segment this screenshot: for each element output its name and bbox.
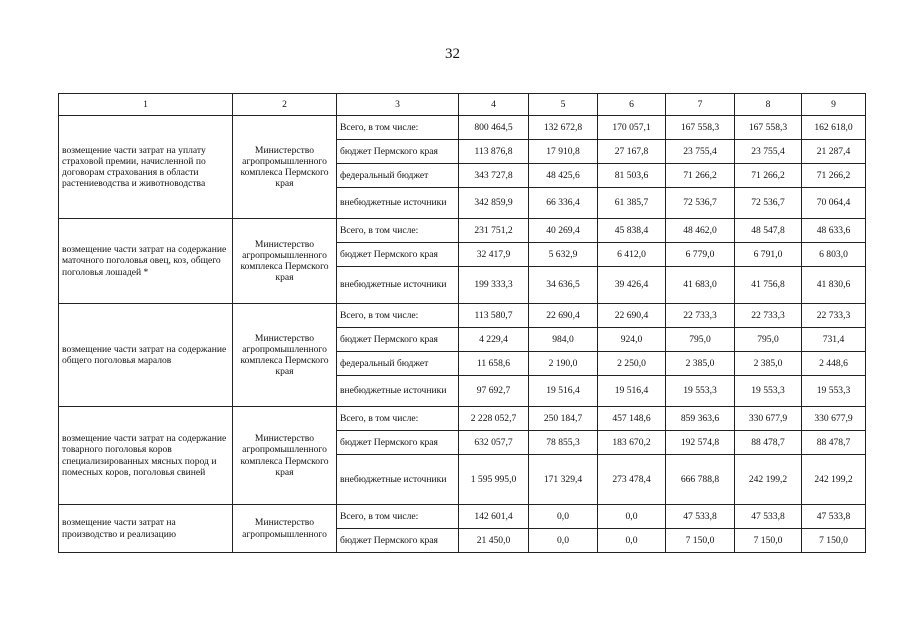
value-cell: 250 184,7: [529, 407, 598, 431]
purpose-cell: возмещение части затрат на содержание товарного поголовья коров специализированных мясных пород и помесных коров, поголовья свиней: [59, 407, 233, 505]
value-cell: 330 677,9: [735, 407, 802, 431]
funding-source: Всего, в том числе:: [337, 505, 459, 529]
column-header: 6: [598, 94, 666, 116]
budget-table: [58, 93, 866, 553]
value-cell: 0,0: [529, 529, 598, 553]
purpose-cell: возмещение части затрат на уплату страховой премии, начисленной по договорам страхования в области растениеводства и животноводства: [59, 116, 233, 219]
purpose-cell: возмещение части затрат на содержание маточного поголовья овец, коз, общего поголовья лошадей *: [59, 219, 233, 304]
column-header: 7: [666, 94, 735, 116]
executor-cell: Министерство агропромышленного комплекса Пермского края: [233, 407, 337, 505]
value-cell: 343 727,8: [459, 164, 529, 188]
value-cell: 88 478,7: [802, 431, 866, 455]
value-cell: 2 190,0: [529, 352, 598, 376]
value-cell: 632 057,7: [459, 431, 529, 455]
table-row: [59, 505, 866, 529]
value-cell: 23 755,4: [666, 140, 735, 164]
value-cell: 273 478,4: [598, 455, 666, 505]
value-cell: 22 690,4: [529, 304, 598, 328]
value-cell: 40 269,4: [529, 219, 598, 243]
value-cell: 71 266,2: [666, 164, 735, 188]
value-cell: 2 228 052,7: [459, 407, 529, 431]
funding-source: федеральный бюджет: [337, 164, 459, 188]
purpose-cell: возмещение части затрат на содержание общего поголовья маралов: [59, 304, 233, 407]
column-header: 2: [233, 94, 337, 116]
value-cell: 800 464,5: [459, 116, 529, 140]
value-cell: 171 329,4: [529, 455, 598, 505]
value-cell: 21 450,0: [459, 529, 529, 553]
column-header: 1: [59, 94, 233, 116]
column-header: 5: [529, 94, 598, 116]
value-cell: 795,0: [666, 328, 735, 352]
value-cell: 48 633,6: [802, 219, 866, 243]
value-cell: 81 503,6: [598, 164, 666, 188]
value-cell: 1 595 995,0: [459, 455, 529, 505]
value-cell: 6 779,0: [666, 243, 735, 267]
value-cell: 795,0: [735, 328, 802, 352]
executor-cell: Министерство агропромышленного комплекса Пермского края: [233, 219, 337, 304]
value-cell: 924,0: [598, 328, 666, 352]
value-cell: 19 553,3: [666, 376, 735, 407]
value-cell: 19 516,4: [529, 376, 598, 407]
value-cell: 72 536,7: [735, 188, 802, 219]
table-row: [59, 304, 866, 328]
value-cell: 7 150,0: [802, 529, 866, 553]
value-cell: 45 838,4: [598, 219, 666, 243]
value-cell: 48 547,8: [735, 219, 802, 243]
value-cell: 4 229,4: [459, 328, 529, 352]
value-cell: 113 876,8: [459, 140, 529, 164]
value-cell: 666 788,8: [666, 455, 735, 505]
value-cell: 330 677,9: [802, 407, 866, 431]
funding-source: Всего, в том числе:: [337, 219, 459, 243]
value-cell: 19 553,3: [802, 376, 866, 407]
value-cell: 70 064,4: [802, 188, 866, 219]
value-cell: 984,0: [529, 328, 598, 352]
funding-source: бюджет Пермского края: [337, 529, 459, 553]
funding-source: Всего, в том числе:: [337, 116, 459, 140]
executor-cell: Министерство агропромышленного комплекса Пермского края: [233, 304, 337, 407]
funding-source: внебюджетные источники: [337, 376, 459, 407]
table-row: [59, 116, 866, 140]
value-cell: 170 057,1: [598, 116, 666, 140]
executor-cell: Министерство агропромышленного комплекса Пермского края: [233, 116, 337, 219]
value-cell: 5 632,9: [529, 243, 598, 267]
value-cell: 17 910,8: [529, 140, 598, 164]
page-number: 32: [445, 46, 460, 62]
value-cell: 71 266,2: [802, 164, 866, 188]
funding-source: бюджет Пермского края: [337, 243, 459, 267]
value-cell: 22 733,3: [735, 304, 802, 328]
value-cell: 34 636,5: [529, 267, 598, 304]
value-cell: 192 574,8: [666, 431, 735, 455]
value-cell: 6 803,0: [802, 243, 866, 267]
funding-source: Всего, в том числе:: [337, 304, 459, 328]
value-cell: 142 601,4: [459, 505, 529, 529]
value-cell: 242 199,2: [735, 455, 802, 505]
value-cell: 2 385,0: [666, 352, 735, 376]
value-cell: 132 672,8: [529, 116, 598, 140]
value-cell: 47 533,8: [666, 505, 735, 529]
funding-source: внебюджетные источники: [337, 267, 459, 304]
value-cell: 0,0: [598, 529, 666, 553]
table-row: [59, 219, 866, 243]
value-cell: 97 692,7: [459, 376, 529, 407]
value-cell: 231 751,2: [459, 219, 529, 243]
value-cell: 342 859,9: [459, 188, 529, 219]
value-cell: 457 148,6: [598, 407, 666, 431]
value-cell: 47 533,8: [735, 505, 802, 529]
value-cell: 7 150,0: [666, 529, 735, 553]
column-header: 4: [459, 94, 529, 116]
value-cell: 22 690,4: [598, 304, 666, 328]
value-cell: 6 412,0: [598, 243, 666, 267]
value-cell: 162 618,0: [802, 116, 866, 140]
value-cell: 48 425,6: [529, 164, 598, 188]
value-cell: 2 385,0: [735, 352, 802, 376]
value-cell: 242 199,2: [802, 455, 866, 505]
value-cell: 22 733,3: [666, 304, 735, 328]
executor-cell: Министерство агропромышленного: [233, 505, 337, 553]
value-cell: 71 266,2: [735, 164, 802, 188]
value-cell: 2 448,6: [802, 352, 866, 376]
value-cell: 199 333,3: [459, 267, 529, 304]
value-cell: 66 336,4: [529, 188, 598, 219]
funding-source: бюджет Пермского края: [337, 328, 459, 352]
column-header: 3: [337, 94, 459, 116]
funding-source: федеральный бюджет: [337, 352, 459, 376]
table-row: [59, 407, 866, 431]
value-cell: 78 855,3: [529, 431, 598, 455]
column-header: 8: [735, 94, 802, 116]
value-cell: 2 250,0: [598, 352, 666, 376]
value-cell: 61 385,7: [598, 188, 666, 219]
funding-source: внебюджетные источники: [337, 188, 459, 219]
value-cell: 41 756,8: [735, 267, 802, 304]
value-cell: 0,0: [598, 505, 666, 529]
value-cell: 27 167,8: [598, 140, 666, 164]
value-cell: 41 830,6: [802, 267, 866, 304]
value-cell: 19 516,4: [598, 376, 666, 407]
value-cell: 731,4: [802, 328, 866, 352]
value-cell: 39 426,4: [598, 267, 666, 304]
value-cell: 7 150,0: [735, 529, 802, 553]
value-cell: 859 363,6: [666, 407, 735, 431]
purpose-cell: возмещение части затрат на производство и реализацию: [59, 505, 233, 553]
value-cell: 167 558,3: [666, 116, 735, 140]
funding-source: бюджет Пермского края: [337, 140, 459, 164]
value-cell: 72 536,7: [666, 188, 735, 219]
value-cell: 19 553,3: [735, 376, 802, 407]
value-cell: 48 462,0: [666, 219, 735, 243]
value-cell: 0,0: [529, 505, 598, 529]
value-cell: 22 733,3: [802, 304, 866, 328]
value-cell: 23 755,4: [735, 140, 802, 164]
value-cell: 11 658,6: [459, 352, 529, 376]
value-cell: 32 417,9: [459, 243, 529, 267]
value-cell: 21 287,4: [802, 140, 866, 164]
column-header: 9: [802, 94, 866, 116]
value-cell: 47 533,8: [802, 505, 866, 529]
value-cell: 113 580,7: [459, 304, 529, 328]
funding-source: внебюджетные источники: [337, 455, 459, 505]
value-cell: 41 683,0: [666, 267, 735, 304]
value-cell: 88 478,7: [735, 431, 802, 455]
funding-source: Всего, в том числе:: [337, 407, 459, 431]
funding-source: бюджет Пермского края: [337, 431, 459, 455]
value-cell: 167 558,3: [735, 116, 802, 140]
value-cell: 6 791,0: [735, 243, 802, 267]
value-cell: 183 670,2: [598, 431, 666, 455]
